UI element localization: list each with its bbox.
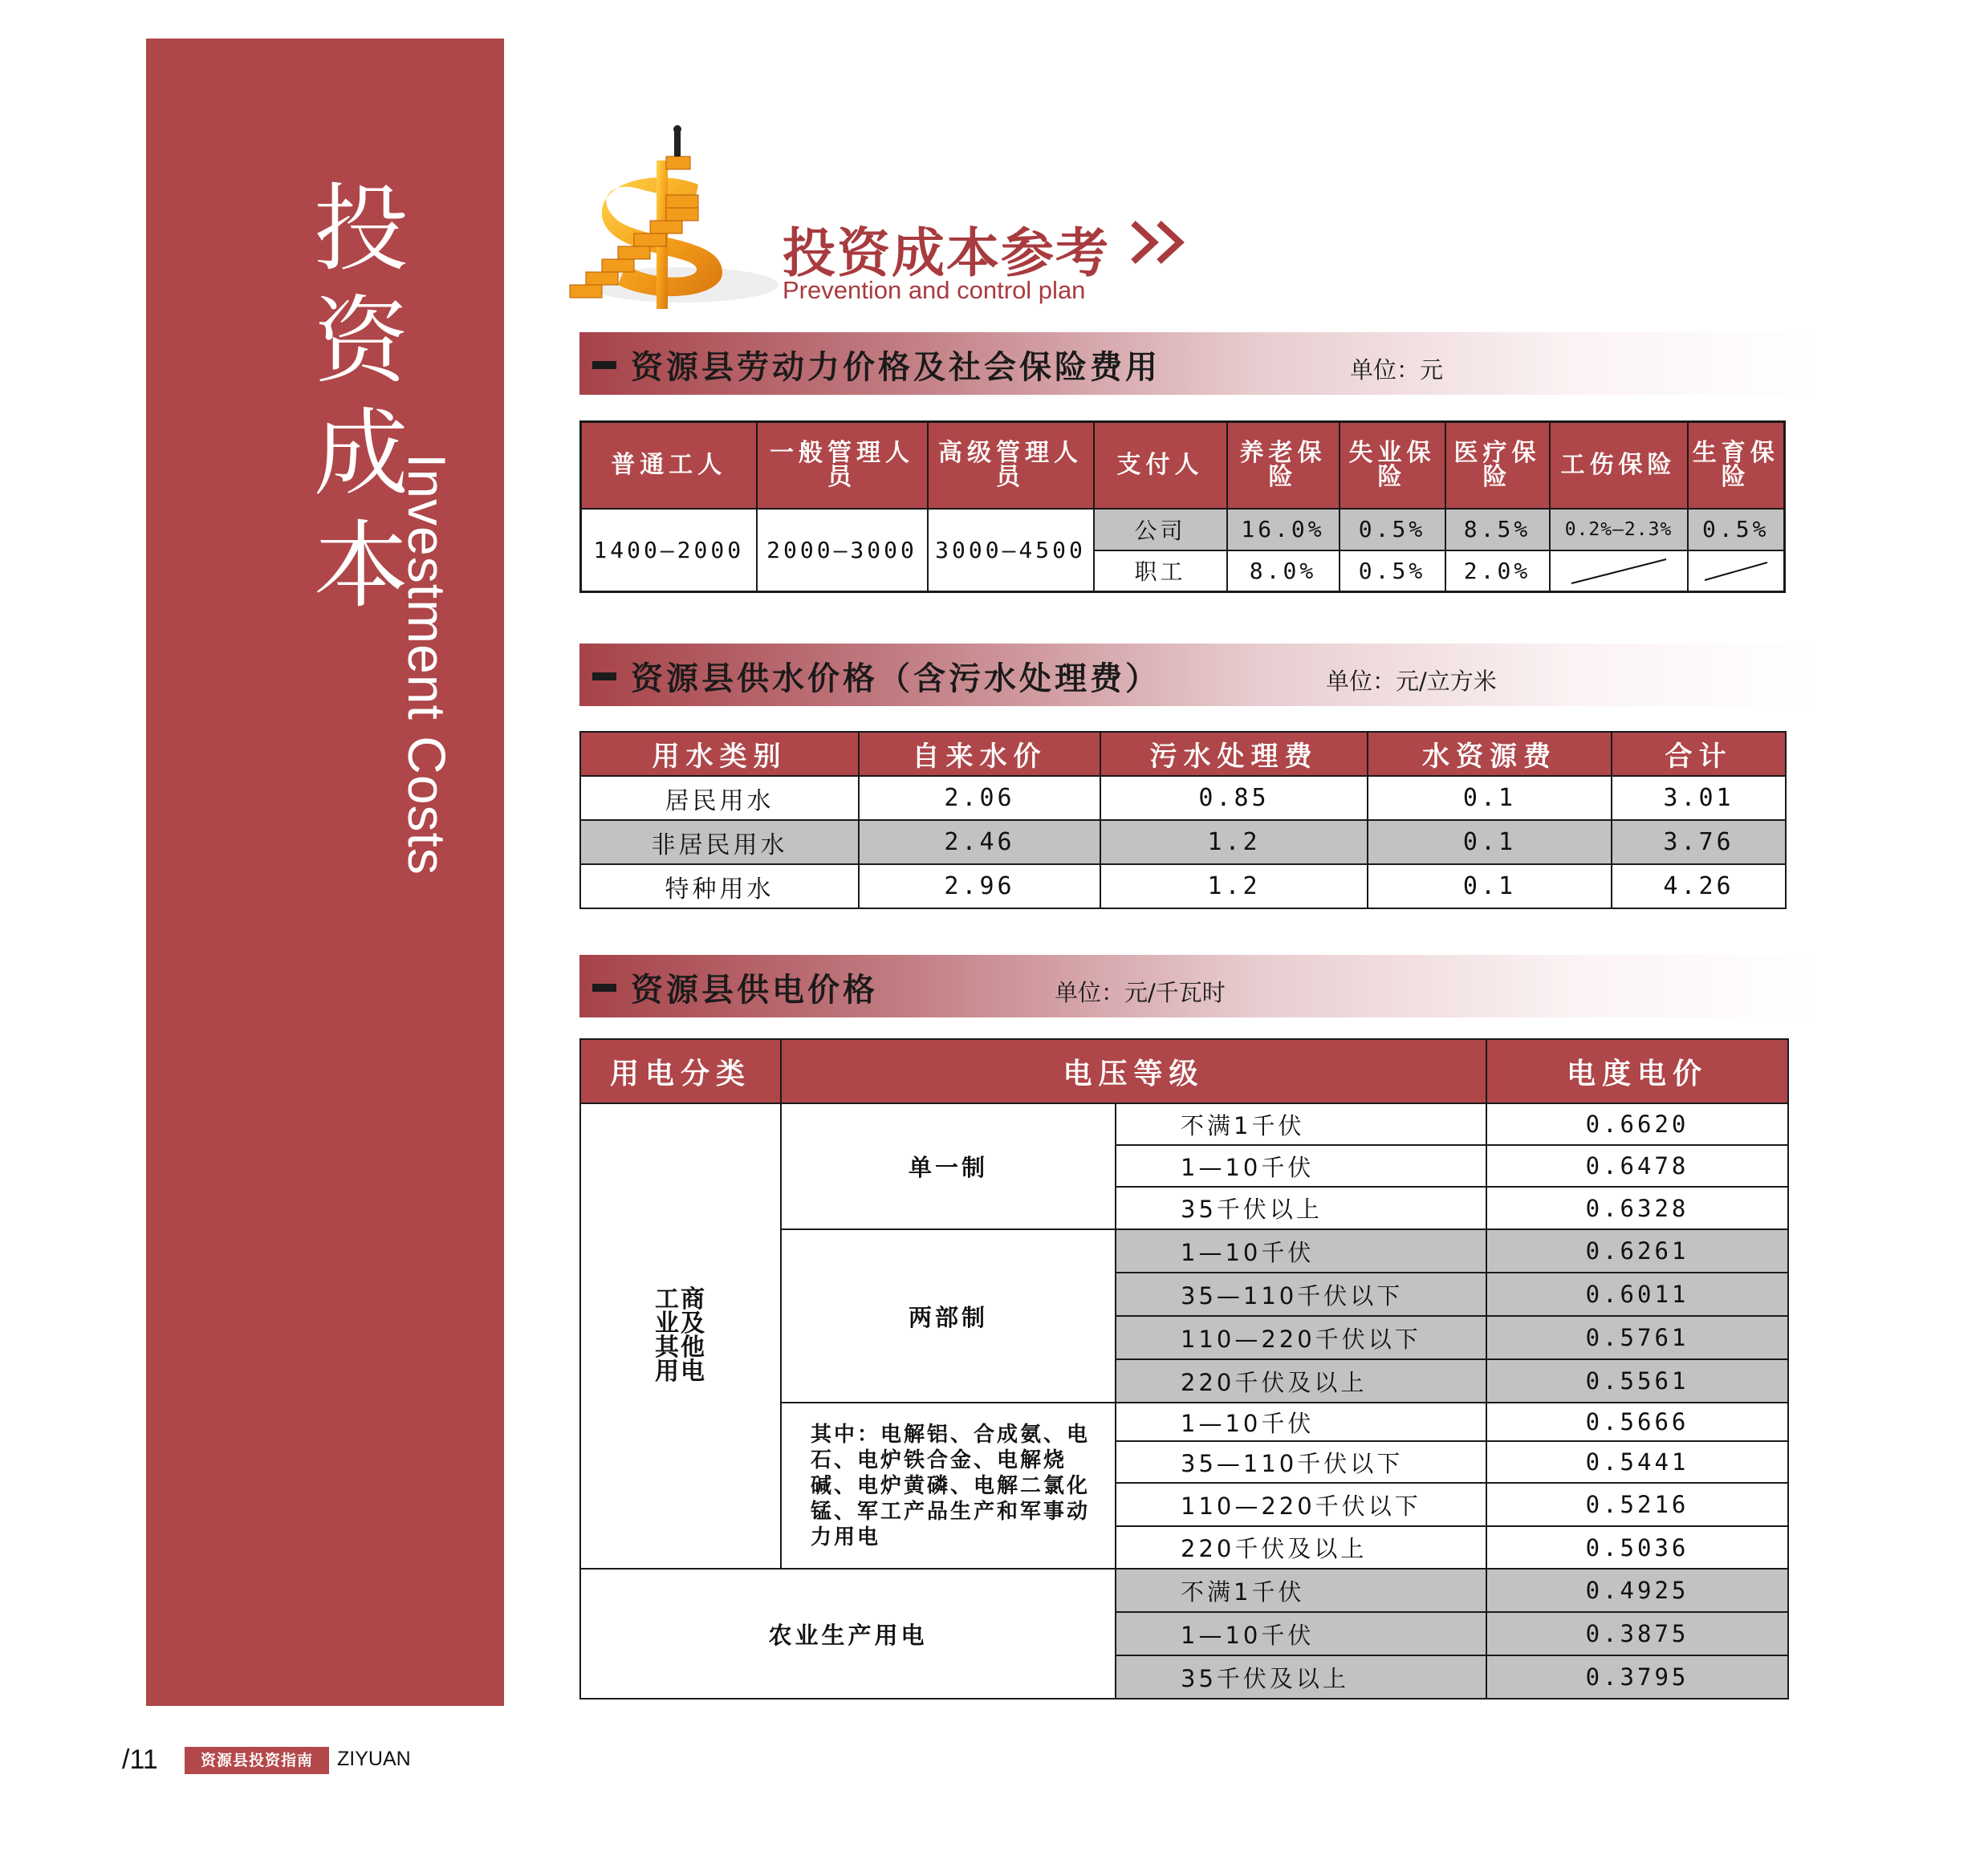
special-industries-cell: 其中：电解铝、合成氨、电石、电炉铁合金、电解烧碱、电炉黄磷、电解二氯化锰、军工产品生产和军事动力用电: [781, 1403, 1116, 1569]
water-type-cell: 居民用水: [580, 776, 859, 820]
value-cell: 3.76: [1612, 820, 1786, 864]
header-cell: 生育保险: [1688, 422, 1785, 509]
price-cell: 0.5561: [1486, 1359, 1788, 1403]
header-cell: 用电分类: [580, 1039, 781, 1103]
rate-cell: 0.5%: [1340, 550, 1445, 592]
table-header-row: [580, 732, 1786, 776]
rate-cell: 0.2%—2.3%: [1550, 509, 1688, 550]
price-cell: 0.6328: [1486, 1187, 1788, 1229]
category-cell: 农业生产用电: [580, 1569, 1116, 1699]
water-type-cell: 特种用水: [580, 864, 859, 908]
table-row: [580, 1569, 1788, 1612]
value-cell: 0.1: [1368, 820, 1612, 864]
table-row: [580, 864, 1786, 908]
value-cell: 0.85: [1100, 776, 1368, 820]
price-cell: 0.6620: [1486, 1103, 1788, 1145]
payer-cell: 公司: [1094, 509, 1227, 550]
section-header-power: [579, 955, 1815, 1017]
dollar-stairs-icon: [562, 124, 779, 325]
wage-cell: 3000—4500: [928, 509, 1094, 592]
price-cell: 0.3795: [1486, 1655, 1788, 1699]
sidebar-title-en: Investment Costs: [397, 453, 457, 875]
value-cell: 1.2: [1100, 820, 1368, 864]
header-cell: 一般管理人员: [757, 422, 928, 509]
wage-cell: 2000—3000: [757, 509, 928, 592]
voltage-cell: 1—10千伏: [1116, 1145, 1486, 1187]
value-cell: 0.1: [1368, 864, 1612, 908]
category-cell: 工商业及其他用电: [580, 1103, 781, 1569]
rate-cell: 16.0%: [1227, 509, 1340, 550]
voltage-cell: 35千伏以上: [1116, 1187, 1486, 1229]
header-cell: 合计: [1612, 732, 1786, 776]
section-unit: 单位：元/千瓦时: [1055, 979, 1226, 1006]
voltage-cell: 35—110千伏以下: [1116, 1273, 1486, 1316]
dash-icon: [592, 672, 616, 680]
empty-cell: [1688, 550, 1785, 592]
section-unit: 单位：元/立方米: [1326, 668, 1497, 695]
price-cell: 0.5216: [1486, 1483, 1788, 1526]
page-number: /11: [122, 1744, 158, 1775]
header-cell: 医疗保险: [1445, 422, 1550, 509]
voltage-cell: 不满1千伏: [1116, 1103, 1486, 1145]
header-cell: 支付人: [1094, 422, 1227, 509]
water-type-cell: 非居民用水: [580, 820, 859, 864]
header-cell: 普通工人: [581, 422, 757, 509]
price-cell: 0.5761: [1486, 1316, 1788, 1359]
price-cell: 0.6478: [1486, 1145, 1788, 1187]
value-cell: 2.06: [859, 776, 1100, 820]
diagonal-line-icon: [1567, 554, 1671, 587]
value-cell: 1.2: [1100, 864, 1368, 908]
dash-icon: [592, 984, 616, 992]
page-subtitle: Prevention and control plan: [783, 276, 1086, 304]
header-cell: 电压等级: [781, 1039, 1486, 1103]
price-cell: 0.5441: [1486, 1441, 1788, 1483]
rate-cell: 8.5%: [1445, 509, 1550, 550]
header-cell: 失业保险: [1340, 422, 1445, 509]
power-table: [579, 1038, 1789, 1700]
value-cell: 0.1: [1368, 776, 1612, 820]
sidebar-title-char: 投: [313, 173, 409, 284]
tariff-type-cell: 单一制: [781, 1103, 1116, 1229]
header-cell: 高级管理人员: [928, 422, 1094, 509]
footer-brand: ZIYUAN: [337, 1748, 411, 1770]
rate-cell: 2.0%: [1445, 550, 1550, 592]
table-row: [580, 776, 1786, 820]
price-cell: 0.4925: [1486, 1569, 1788, 1612]
footer-guide-label: 资源县投资指南: [185, 1747, 329, 1774]
water-table: [579, 731, 1787, 909]
table-row: [580, 820, 1786, 864]
price-cell: 0.6261: [1486, 1229, 1788, 1273]
header-cell: 养老保险: [1227, 422, 1340, 509]
tariff-type-cell: 两部制: [781, 1229, 1116, 1403]
value-cell: 3.01: [1612, 776, 1786, 820]
price-cell: 0.5036: [1486, 1526, 1788, 1569]
sidebar-title-char: 成: [313, 398, 409, 509]
voltage-cell: 1—10千伏: [1116, 1403, 1486, 1441]
price-cell: 0.6011: [1486, 1273, 1788, 1316]
table-header-row: [580, 1039, 1788, 1103]
header-cell: 电度电价: [1486, 1039, 1788, 1103]
sidebar-title-char: 本: [313, 510, 409, 621]
table-row: [580, 1103, 1788, 1145]
voltage-cell: 1—10千伏: [1116, 1612, 1486, 1655]
double-chevron-icon: [1130, 218, 1194, 266]
header-cell: 用水类别: [580, 732, 859, 776]
empty-cell: [1550, 550, 1688, 592]
sidebar-title-char: 资: [313, 286, 409, 396]
voltage-cell: 35千伏及以上: [1116, 1655, 1486, 1699]
section-title: 资源县劳动力价格及社会保险费用: [631, 349, 1161, 386]
labor-table: [579, 420, 1786, 593]
voltage-cell: 不满1千伏: [1116, 1569, 1486, 1612]
rate-cell: 0.5%: [1340, 509, 1445, 550]
voltage-cell: 220千伏及以上: [1116, 1526, 1486, 1569]
diagonal-line-icon: [1700, 554, 1772, 587]
rate-cell: 8.0%: [1227, 550, 1340, 592]
rate-cell: 0.5%: [1688, 509, 1785, 550]
voltage-cell: 110—220千伏以下: [1116, 1316, 1486, 1359]
table-header-row: [581, 422, 1785, 509]
voltage-cell: 35—110千伏以下: [1116, 1441, 1486, 1483]
section-title: 资源县供电价格: [631, 972, 878, 1009]
header-cell: 自来水价: [859, 732, 1100, 776]
price-cell: 0.3875: [1486, 1612, 1788, 1655]
dash-icon: [592, 361, 616, 369]
section-header-water: [579, 644, 1815, 706]
header-cell: 工伤保险: [1550, 422, 1688, 509]
header-cell: 污水处理费: [1100, 732, 1368, 776]
section-unit: 单位：元: [1350, 356, 1444, 384]
sidebar-title-en-wrap: [397, 453, 464, 903]
header-cell: 水资源费: [1368, 732, 1612, 776]
payer-cell: 职工: [1094, 550, 1227, 592]
section-title: 资源县供水价格（含污水处理费）: [631, 660, 1161, 697]
voltage-cell: 1—10千伏: [1116, 1229, 1486, 1273]
value-cell: 2.46: [859, 820, 1100, 864]
value-cell: 2.96: [859, 864, 1100, 908]
section-header-labor: [579, 332, 1815, 395]
wage-cell: 1400—2000: [581, 509, 757, 592]
price-cell: 0.5666: [1486, 1403, 1788, 1441]
voltage-cell: 220千伏及以上: [1116, 1359, 1486, 1403]
page-title: 投资成本参考: [783, 222, 1110, 284]
table-row: [581, 509, 1785, 550]
value-cell: 4.26: [1612, 864, 1786, 908]
voltage-cell: 110—220千伏以下: [1116, 1483, 1486, 1526]
